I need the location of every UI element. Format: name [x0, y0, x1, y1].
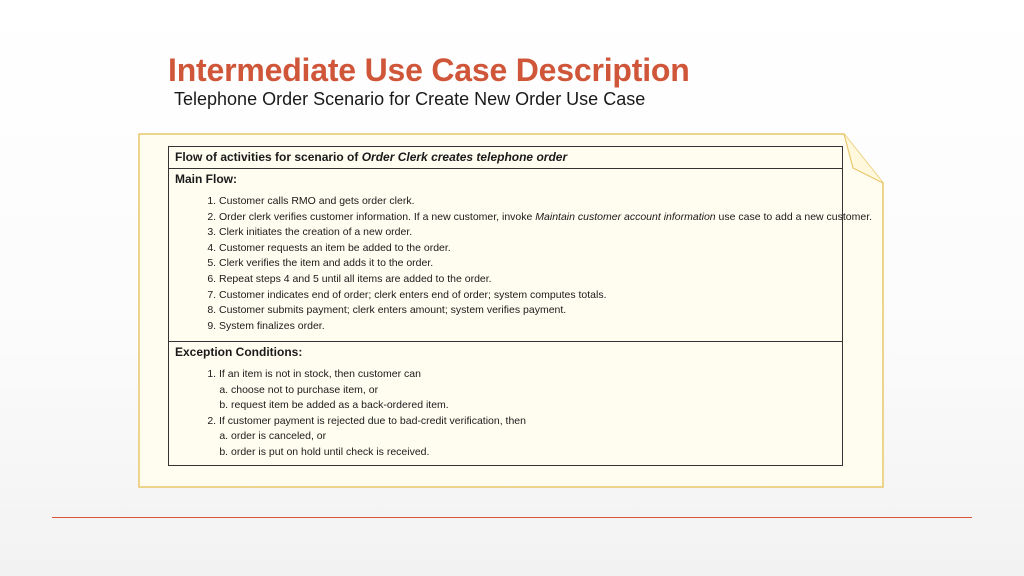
table-header	[169, 147, 842, 169]
list-item	[219, 414, 836, 461]
use-case-reference: Maintain customer account information	[535, 210, 716, 223]
main-flow-section	[169, 169, 873, 342]
list-item: 3. Clerk initiates the creation of a new order.	[219, 225, 836, 241]
sub-list-item: a. order is canceled, or	[231, 429, 836, 445]
sub-list-item: b. order is put on hold until check is received.	[231, 445, 836, 461]
list-item: 6. Repeat steps 4 and 5 until all items are added to the order.	[219, 272, 836, 288]
exception-list	[175, 367, 836, 461]
list-item-text: use case to add a new customer.	[715, 210, 873, 223]
list-item: 9. System finalizes order.	[219, 319, 836, 335]
table-header-scenario: Order Clerk creates telephone order	[361, 150, 568, 164]
list-item	[219, 367, 836, 414]
list-item-text: 2. If customer payment is rejected due to bad-credit verification, then	[219, 414, 526, 427]
table-header-prefix: Flow of activities for scenario of	[175, 150, 362, 164]
list-item	[219, 210, 873, 226]
list-item: 5. Clerk verifies the item and adds it to the order.	[219, 256, 836, 272]
sub-list	[219, 383, 836, 414]
list-item-text: Order clerk verifies customer information. If a new customer, invoke	[219, 210, 536, 223]
slide-subtitle: Telephone Order Scenario for Create New Order Use Case	[174, 89, 646, 109]
list-item: 1. Customer calls RMO and gets order clerk.	[219, 194, 836, 210]
exception-section	[169, 342, 842, 464]
exception-title: Exception Conditions:	[175, 345, 303, 359]
list-item: 7. Customer indicates end of order; clerk enters end of order; system computes totals.	[219, 288, 836, 304]
sub-list-item: a. choose not to purchase item, or	[231, 383, 836, 399]
footer-rule	[52, 517, 972, 518]
main-flow-list	[175, 194, 873, 334]
sub-list	[219, 429, 836, 460]
slide-title: Intermediate Use Case Description	[168, 52, 690, 88]
list-item: 8. Customer submits payment; clerk enters amount; system verifies payment.	[219, 303, 836, 319]
sub-list-item: b. request item be added as a back-ordered item.	[231, 398, 836, 414]
list-item: 4. Customer requests an item be added to the order.	[219, 241, 836, 257]
list-item-text: 1. If an item is not in stock, then customer can	[219, 368, 421, 380]
use-case-table	[168, 146, 873, 466]
main-flow-title: Main Flow:	[175, 172, 237, 186]
